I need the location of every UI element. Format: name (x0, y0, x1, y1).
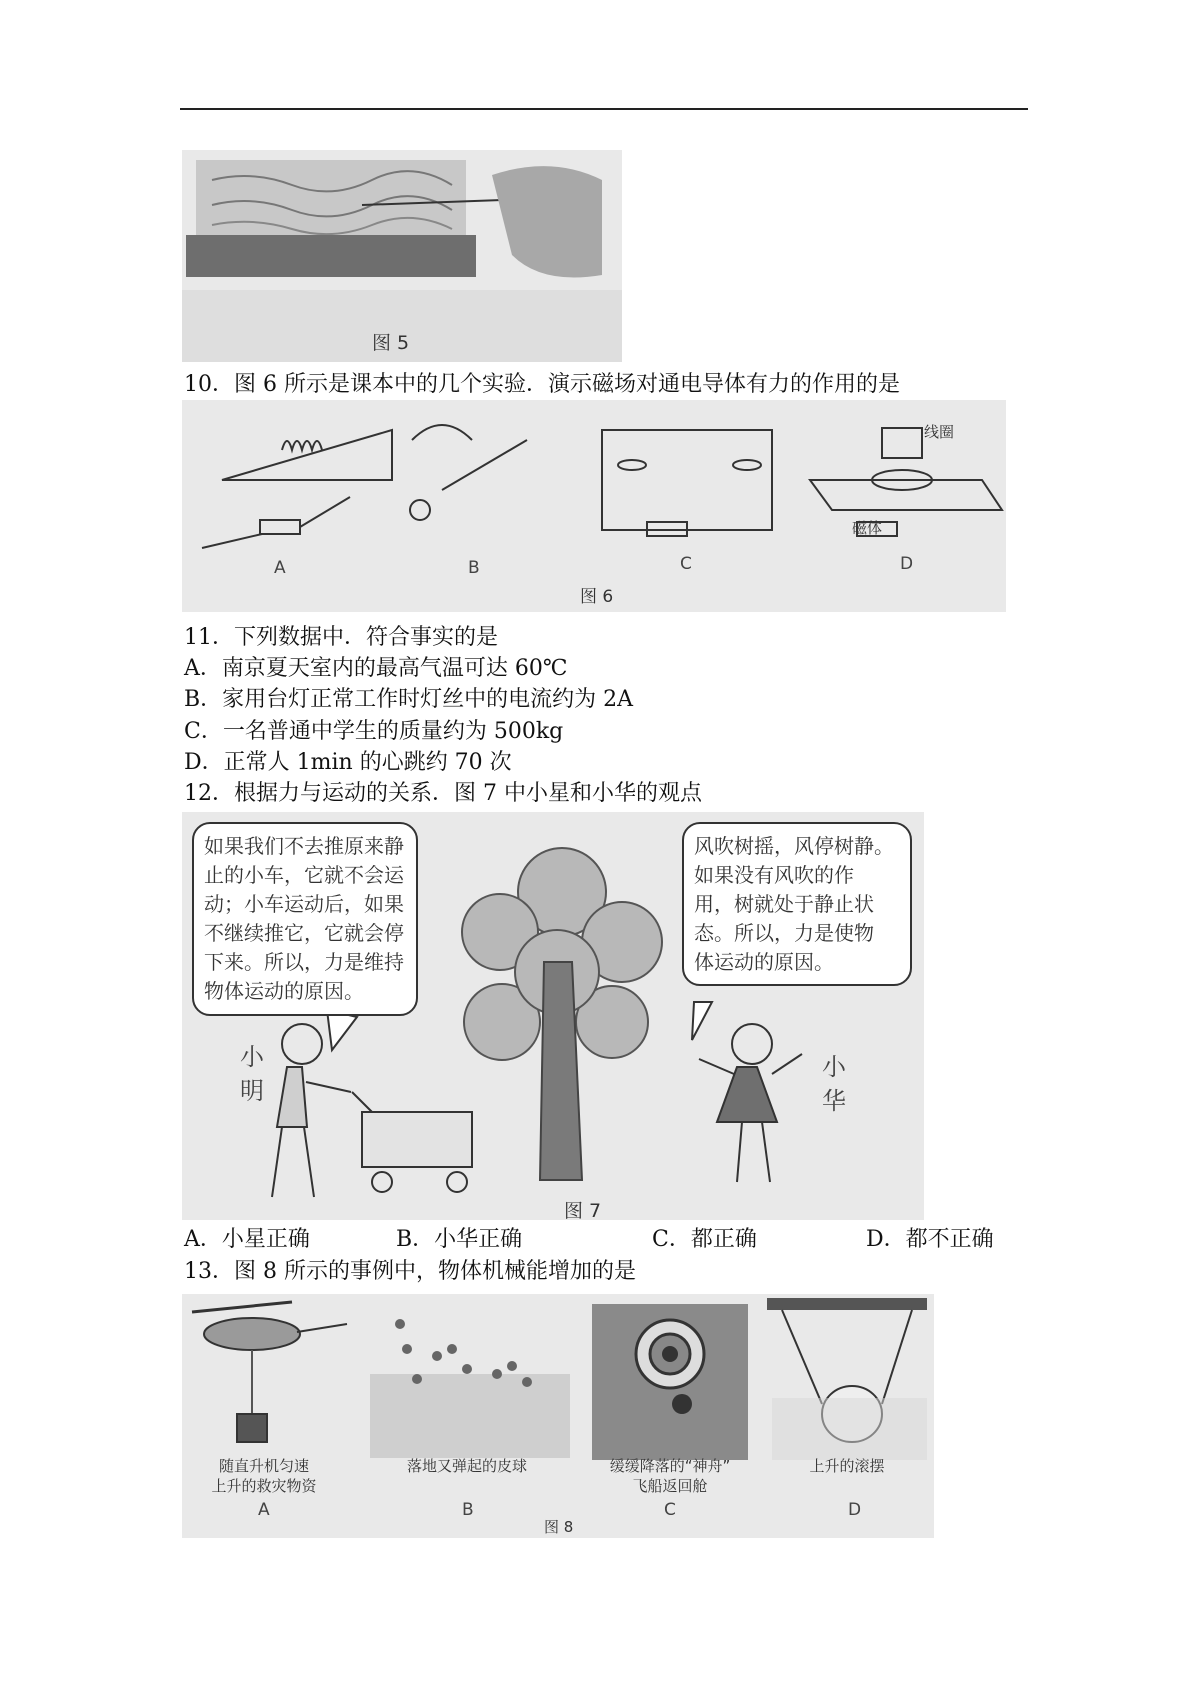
fig6-label-d: D (900, 554, 914, 574)
fig6-coil-label: 线圈 (924, 423, 955, 441)
fig8-letter-b: B (462, 1500, 474, 1520)
q12-option-b: B．小华正确 (396, 1227, 523, 1252)
figure-8-caption: 图 8 (544, 1518, 574, 1536)
fig8-panel-b-desc: 落地又弹起的皮球 (406, 1457, 527, 1475)
fig8-panel-a-desc: 随直升机匀速 上升的救灾物资 (211, 1457, 317, 1495)
figure-5-caption: 图 5 (372, 332, 410, 354)
figure-5 (182, 150, 622, 362)
fig6-label-c: C (680, 554, 692, 574)
q12-option-a: A．小星正确 (184, 1227, 310, 1252)
q12-option-d: D．都不正确 (866, 1227, 994, 1252)
xiaohua-speech-bubble: 风吹树摇，风停树静。 如果没有风吹的作 用，树就处于静止状 态。所以，力是使物 体运动的原因。 (682, 822, 912, 986)
figure-6-drawing (182, 400, 1006, 612)
question-12: 12．根据力与运动的关系．图 7 中小星和小华的观点 (184, 781, 702, 806)
fig8-letter-d: D (848, 1500, 862, 1520)
figure-6-caption: 图 6 (580, 587, 614, 607)
header-rule (180, 108, 1028, 110)
fig6-label-b: B (468, 558, 480, 578)
question-10: 10．图 6 所示是课本中的几个实验．演示磁场对通电导体有力的作用的是 (184, 372, 900, 397)
fig8-panel-d-desc: 上升的滚摆 (809, 1457, 885, 1475)
fig8-letter-a: A (258, 1500, 270, 1520)
figure-8 (182, 1294, 934, 1538)
figure-6 (182, 400, 1006, 612)
fig6-magnet-label: 磁体 (852, 519, 883, 537)
xiaoming-speech-bubble: 如果我们不去推原来静 止的小车，它就不会运 动；小车运动后，如果 不继续推它，它就会停 下来。所以，力是维持 物体运动的原因。 (192, 822, 418, 1016)
xiaoming-name: 小明 (240, 1043, 264, 1105)
question-13: 13．图 8 所示的事例中，物体机械能增加的是 (184, 1259, 636, 1284)
q11-option-a: A．南京夏天室内的最高气温可达 60℃ (184, 656, 568, 681)
xiaohua-name: 小华 (822, 1053, 846, 1115)
q11-option-c: C．一名普通中学生的质量约为 500kg (184, 719, 564, 744)
figure-7-caption: 图 7 (564, 1200, 602, 1220)
fig8-panel-c-desc: 缓缓降落的“神舟” 飞船返回舱 (609, 1457, 731, 1495)
figure-7 (182, 812, 924, 1220)
fig8-letter-c: C (664, 1500, 676, 1520)
question-11: 11．下列数据中．符合事实的是 (184, 625, 498, 650)
fig6-label-a: A (274, 558, 286, 578)
q11-option-d: D．正常人 1min 的心跳约 70 次 (184, 750, 512, 775)
q12-option-c: C．都正确 (652, 1227, 757, 1252)
figure-8-drawing (182, 1294, 934, 1538)
q11-option-b: B．家用台灯正常工作时灯丝中的电流约为 2A (184, 687, 634, 712)
